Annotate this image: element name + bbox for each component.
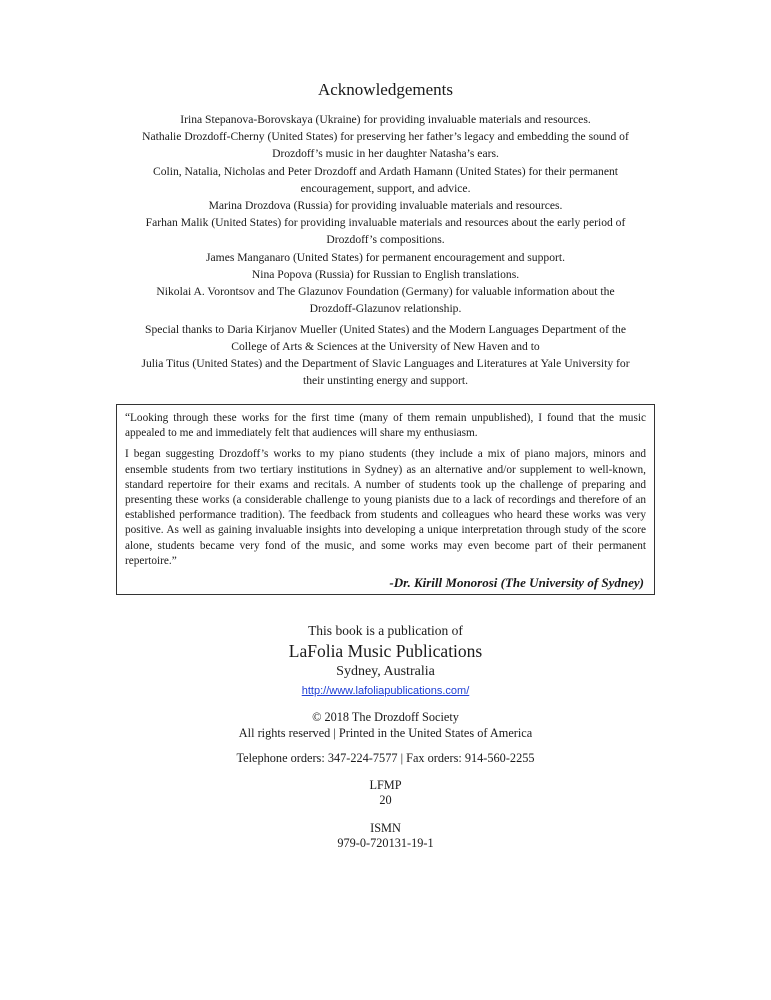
testimonial-box [116,404,655,595]
testimonial-paragraph: I began suggesting Drozdoff’s works to my piano students (they include a mix of piano majors, minors and ensemble students from two tertiary institutions in Sydney) as an alternative and/or supplement to well-known, standard repertoire for their exams and recitals. A number of students took up the challenge of preparing and presenting these works (a considerable challenge to young pianists due to a lack of recordings and therefore of an established performance tradition). The feedback from students and colleagues who heard these works was very positive. As well as gaining invaluable insights into developing a unique interpretation through study of the score alone, students became very fond of the music, and some works may even become part of their permanent repertoire.” [125,448,646,567]
ack-line: Nikolai A. Vorontsov and The Glazunov Foundation (Germany) for valuable information about the [156,285,615,299]
lfmp-number: 20 [379,793,392,807]
rights-block [0,709,771,741]
acknowledgements-list [80,111,691,317]
publication-intro: This book is a publication of [308,623,463,638]
ismn-number: 979-0-720131-19-1 [337,836,434,850]
special-thanks [80,321,691,389]
ack-line: Irina Stepanova-Borovskaya (Ukraine) for providing invaluable materials and resources. [180,113,591,126]
special-thanks-line: College of Arts & Sciences at the University of New Haven and to [231,340,540,353]
ismn-block [0,821,771,851]
publisher-name: LaFolia Music Publications [288,641,483,661]
testimonial-paragraph: “Looking through these works for the first time (many of them remain unpublished), I found that the music appealed to me and immediately felt that audiences will share my enthusiasm. [125,412,646,440]
ack-line: Farhan Malik (United States) for providing invaluable materials and resources about the early period of [145,216,626,230]
special-thanks-line: their unstinting energy and support. [303,374,468,387]
special-thanks-line: Special thanks to Daria Kirjanov Mueller (United States) and the Modern Languages Department of the [145,323,626,336]
ack-line: Drozdoff’s compositions. [326,233,445,247]
ack-line: James Manganaro (United States) for permanent encouragement and support. [206,250,565,264]
ack-line: Drozdoff’s music in her daughter Natasha’s ears. [272,147,499,161]
publication-info [0,622,771,699]
ack-line: Nathalie Drozdoff-Cherny (United States) for preserving her father’s legacy and embedding the sound of [142,130,629,144]
publisher-url-link[interactable]: http://www.lafoliapublications.com/ [301,685,470,697]
publisher-city: Sydney, Australia [336,664,435,679]
special-thanks-line: Julia Titus (United States) and the Department of Slavic Languages and Literatures at Yale University for [141,357,630,370]
copyright-line: © 2018 The Drozdoff Society [312,710,459,724]
ack-line: Nina Popova (Russia) for Russian to English translations. [251,267,520,281]
rights-line: All rights reserved | Printed in the United States of America [238,726,533,740]
lfmp-block [0,778,771,808]
ack-line: Drozdoff-Glazunov relationship. [309,302,462,316]
ack-line: Marina Drozdova (Russia) for providing invaluable materials and resources. [208,199,563,213]
acknowledgements-title: Acknowledgements [317,80,454,99]
testimonial-attribution: -Dr. Kirill Monorosi (The University of Sydney) [389,574,644,590]
ack-line: Colin, Natalia, Nicholas and Peter Drozdoff and Ardath Hamann (United States) for their permanent [152,164,618,178]
ismn-label: ISMN [370,821,401,835]
phone-orders: Telephone orders: 347-224-7577 | Fax orders: 914-560-2255 [236,751,535,765]
ack-line: encouragement, support, and advice. [300,181,471,195]
lfmp-label: LFMP [369,778,402,792]
